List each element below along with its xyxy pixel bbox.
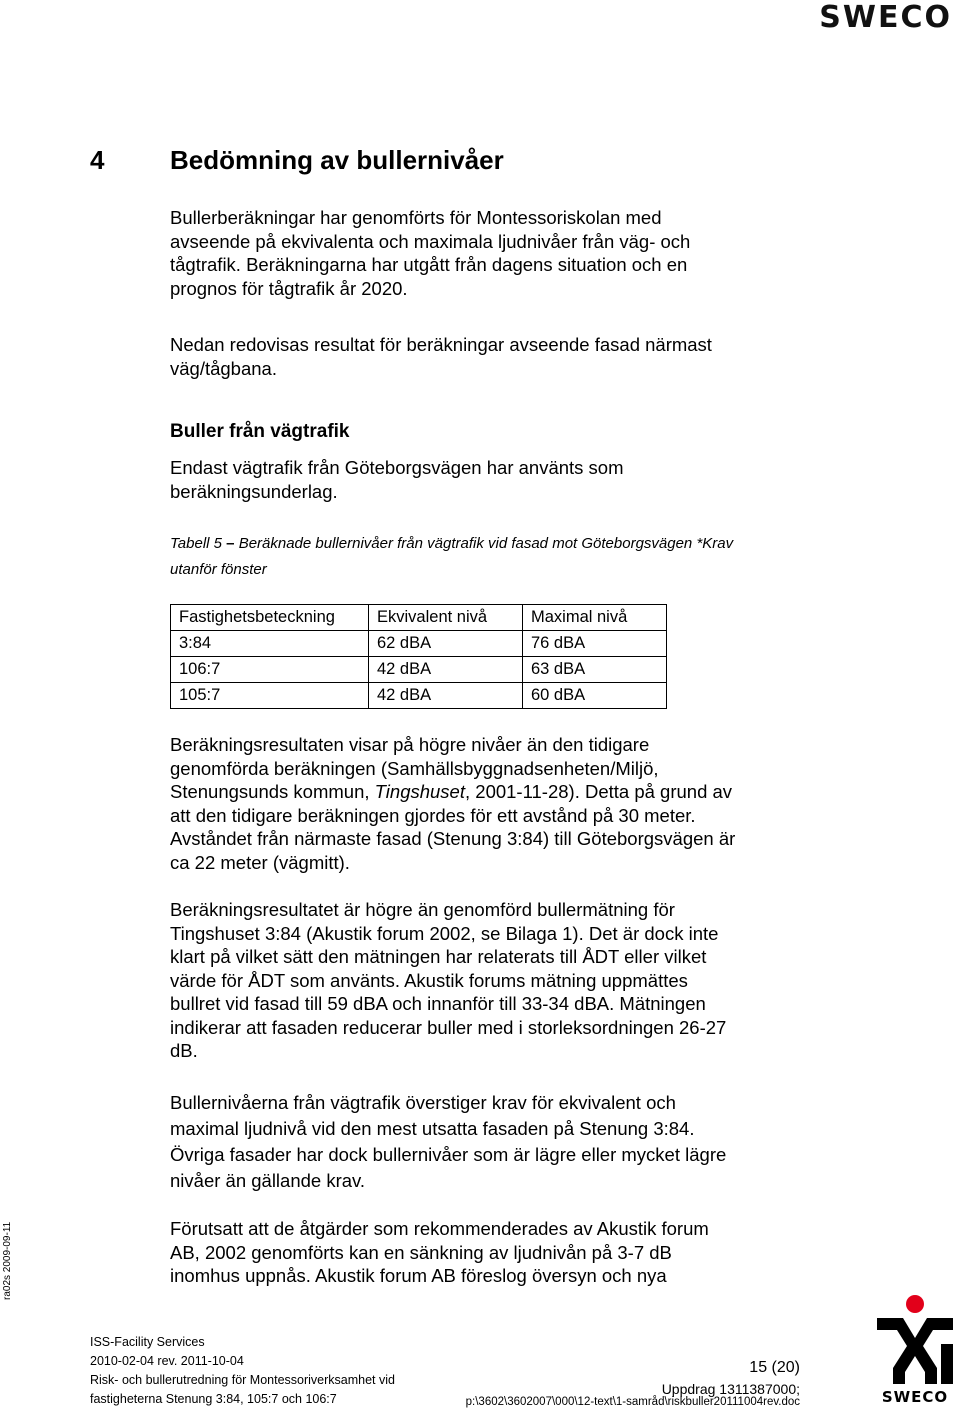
table-cell: 42 dBA: [369, 683, 523, 709]
text-line: Bullernivåerna från vägtrafik överstiger krav för ekvivalent och: [170, 1092, 676, 1113]
header-cell: Fastighetsbeteckning: [171, 605, 369, 631]
italic-reference: Tingshuset: [374, 781, 465, 802]
table-cell: 105:7: [171, 683, 369, 709]
section-title: Bedömning av bullernivåer: [170, 145, 504, 175]
file-path: p:\3602\3602007\000\12-text\1-samråd\riskbuller20111004rev.doc: [465, 1396, 800, 1408]
noise-level-table: [170, 604, 667, 709]
text-line: värde för ÅDT som använts. Akustik forums mätning uppmättes: [170, 969, 688, 991]
text-line: inomhus uppnås. Akustik forum AB föreslog översyn och nya: [170, 1265, 667, 1286]
table-row: [171, 631, 667, 657]
body-paragraph-6: [170, 1217, 810, 1288]
caption-line-2: utanför fönster: [170, 561, 267, 578]
text-line: AB, 2002 genomförts kan en sänkning av ljudnivån på 3-7 dB: [170, 1241, 672, 1263]
text-line: Avståndet från närmaste fasad (Stenung 3:84) till Göteborgsvägen är: [170, 828, 736, 849]
page-number: 15 (20): [749, 1359, 800, 1376]
text-line: Bullerberäkningar har genomförts för Montessoriskolan med: [170, 207, 662, 228]
footer-org: ISS-Facility Services: [90, 1335, 205, 1349]
text-line: Beräkningsresultatet är högre än genomförd bullermätning för: [170, 899, 675, 920]
text-segment: Stenungsunds kommun,: [170, 781, 375, 802]
intro-paragraph-1: [170, 206, 810, 300]
table-cell: 63 dBA: [523, 657, 667, 683]
body-paragraph-5: [170, 1090, 810, 1194]
table-cell: 42 dBA: [369, 657, 523, 683]
table-cell: 3:84: [171, 631, 369, 657]
table-cell: 76 dBA: [523, 631, 667, 657]
subsection-heading: Buller från vägtrafik: [170, 421, 350, 442]
intro-paragraph-2: [170, 333, 810, 380]
caption-line-1: [170, 535, 733, 552]
logo-wordmark: SWECO: [881, 1388, 949, 1406]
section-heading: [90, 145, 504, 176]
footer-doc-title-2: fastigheterna Stenung 3:84, 105:7 och 106:7: [90, 1392, 337, 1406]
logo-bar: [941, 1344, 953, 1384]
text-line: indikerar att fasaden reducerar buller med i storleksordningen 26-27: [170, 1016, 727, 1038]
text-line: klart på vilket sätt den mätningen har relaterats till ÅDT eller vilket: [170, 946, 707, 967]
text-line: väg/tågbana.: [170, 357, 277, 379]
text-line: bullret vid fasad till 59 dBA och innanför till 33-34 dBA. Mätningen: [170, 993, 706, 1014]
text-line: tågtrafik. Beräkningarna har utgått från dagens situation och en: [170, 254, 688, 275]
table-cell: 62 dBA: [369, 631, 523, 657]
table-row: [171, 657, 667, 683]
text-line: genomförda beräkningen (Samhällsbyggnadsenheten/Miljö,: [170, 757, 659, 779]
text-line: Övriga fasader har dock bullernivåer som är lägre eller mycket lägre: [170, 1144, 727, 1165]
text-line: avseende på ekvivalenta och maximala ljudnivåer från väg- och: [170, 230, 691, 252]
body-paragraph-3: [170, 733, 810, 874]
table-cell: 60 dBA: [523, 683, 667, 709]
caption-dash: –: [226, 535, 235, 552]
table-cell: 106:7: [171, 657, 369, 683]
text-line: prognos för tågtrafik år 2020.: [170, 277, 408, 299]
text-line: Beräkningsresultaten visar på högre nivåer än den tidigare: [170, 734, 650, 755]
text-line: maximal ljudnivå vid den mest utsatta fasaden på Stenung 3:84.: [170, 1118, 695, 1139]
subsection-text: [170, 456, 810, 503]
text-segment: , 2001-11-28). Detta på grund av: [465, 781, 733, 802]
section-number: 4: [90, 145, 105, 175]
sweco-logo-footer: [875, 1294, 955, 1406]
text-line: Endast vägtrafik från Göteborgsvägen har använts som: [170, 457, 624, 478]
footer-date: 2010-02-04 rev. 2011-10-04: [90, 1354, 244, 1368]
table-row: [171, 683, 667, 709]
header-cell: Ekvivalent nivå: [369, 605, 523, 631]
text-line: Nedan redovisas resultat för beräkningar avseende fasad närmast: [170, 334, 712, 355]
text-line: nivåer än gällande krav.: [170, 1170, 366, 1191]
logo-head: [906, 1295, 924, 1313]
table-caption: [170, 531, 810, 583]
text-line: Tingshuset 3:84 (Akustik forum 2002, se Bilaga 1). Det är dock inte: [170, 922, 719, 944]
table-header-row: [171, 605, 667, 631]
header-cell: Maximal nivå: [523, 605, 667, 631]
text-line: dB.: [170, 1040, 198, 1061]
side-document-code: ra02s 2009-09-11: [2, 1221, 13, 1300]
text-line: ca 22 meter (vägmitt).: [170, 851, 350, 873]
text-line: att den tidigare beräkningen gjordes för ett avstånd på 30 meter.: [170, 804, 696, 826]
sweco-person-icon: [875, 1294, 955, 1406]
caption-label: Tabell 5: [170, 535, 222, 552]
text-line: beräkningsunderlag.: [170, 480, 338, 502]
assignment-number: Uppdrag 1311387000;: [661, 1381, 800, 1397]
text-line: Förutsatt att de åtgärder som rekommenderades av Akustik forum: [170, 1218, 709, 1239]
footer-doc-title-1: Risk- och bullerutredning för Montessoriverksamhet vid: [90, 1373, 395, 1387]
sweco-logo-header: SWECO: [819, 0, 952, 35]
caption-text: Beräknade bullernivåer från vägtrafik vid fasad mot Göteborgsvägen *Krav: [238, 535, 734, 552]
body-paragraph-4: [170, 898, 810, 1063]
text-line: [170, 780, 810, 804]
